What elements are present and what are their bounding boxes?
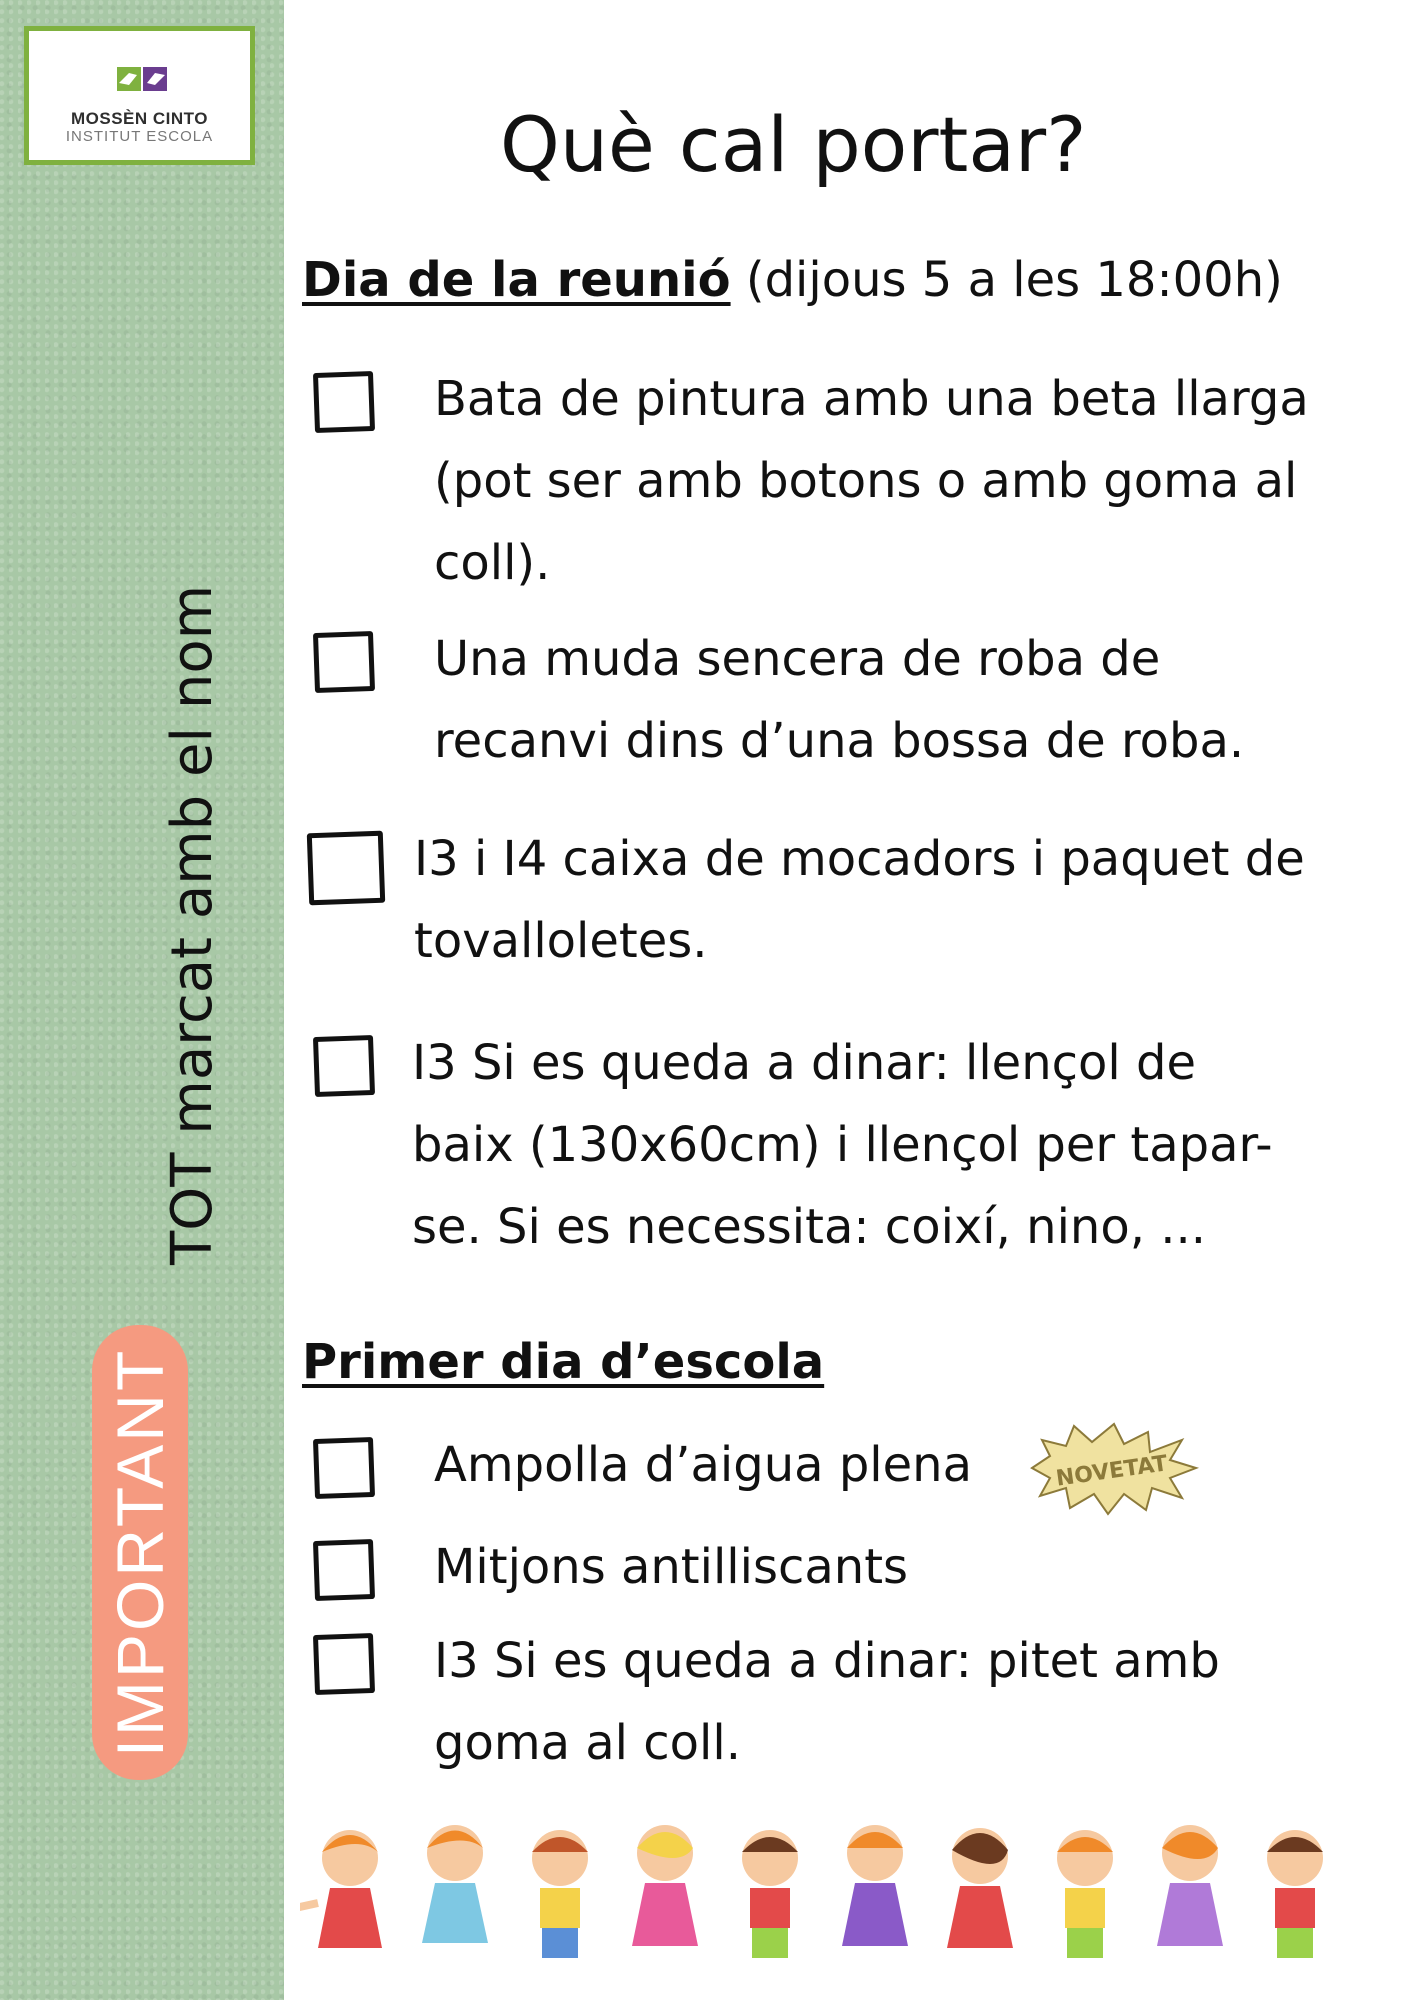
hands-logo-icon xyxy=(103,61,181,99)
child-figure xyxy=(300,1830,382,1948)
vertical-note: TOT marcat amb el nom xyxy=(160,584,225,1265)
item-text: Mitjons antilliscants xyxy=(434,1539,909,1595)
section-heading-first-day xyxy=(302,1334,824,1390)
novetat-badge xyxy=(1022,1418,1202,1518)
checklist-item xyxy=(314,1438,972,1506)
section-heading-label: Primer dia d’escola xyxy=(302,1334,825,1390)
item-text: I3 Si es queda a dinar: pitet amb goma al coll. xyxy=(434,1633,1220,1771)
child-figure xyxy=(632,1825,698,1946)
checkbox[interactable] xyxy=(313,1633,375,1695)
logo-name: MOSSÈN CINTO xyxy=(71,109,208,128)
child-figure xyxy=(532,1830,588,1958)
checkbox[interactable] xyxy=(313,1539,375,1601)
child-figure xyxy=(422,1825,488,1943)
item-text: I3 Si es queda a dinar: llençol de baix (130x60cm) i llençol per tapar- se. Si es necessita: coixí, nino, ... xyxy=(412,1035,1273,1255)
section-heading-meeting xyxy=(302,252,1283,308)
checkbox[interactable] xyxy=(313,1035,375,1097)
checklist-item xyxy=(314,1036,1273,1268)
checkbox[interactable] xyxy=(307,831,385,906)
page-title: Què cal portar? xyxy=(500,100,1087,189)
child-figure xyxy=(1267,1830,1323,1958)
logo-subtitle: INSTITUT ESCOLA xyxy=(65,128,214,145)
checklist-item xyxy=(314,1540,908,1608)
checkbox[interactable] xyxy=(313,371,375,433)
child-figure xyxy=(1157,1825,1223,1946)
checklist-item xyxy=(314,632,1244,782)
section-heading-label: Dia de la reunió xyxy=(302,252,731,308)
sidebar xyxy=(0,0,284,2000)
checklist-item xyxy=(314,372,1309,604)
school-logo xyxy=(24,26,255,165)
item-text: I3 i I4 caixa de mocadors i paquet de tovalloletes. xyxy=(414,831,1305,969)
children-illustration xyxy=(300,1808,1400,1988)
checklist-item xyxy=(308,832,1305,982)
child-figure xyxy=(742,1830,798,1958)
item-text: Una muda sencera de roba de recanvi dins d’una bossa de roba. xyxy=(434,631,1245,769)
item-text: Ampolla d’aigua plena xyxy=(434,1437,972,1493)
important-badge: IMPORTANT xyxy=(92,1325,188,1780)
section-heading-note: (dijous 5 a les 18:00h) xyxy=(745,252,1283,308)
child-figure xyxy=(947,1828,1013,1948)
checklist-item xyxy=(314,1634,1220,1784)
child-figure xyxy=(1057,1830,1113,1958)
checkbox[interactable] xyxy=(313,631,375,693)
item-text: Bata de pintura amb una beta llarga (pot ser amb botons o amb goma al coll). xyxy=(434,371,1309,591)
child-figure xyxy=(842,1825,908,1946)
checkbox[interactable] xyxy=(313,1437,375,1499)
badge-label: NOVETAT xyxy=(1054,1451,1170,1492)
